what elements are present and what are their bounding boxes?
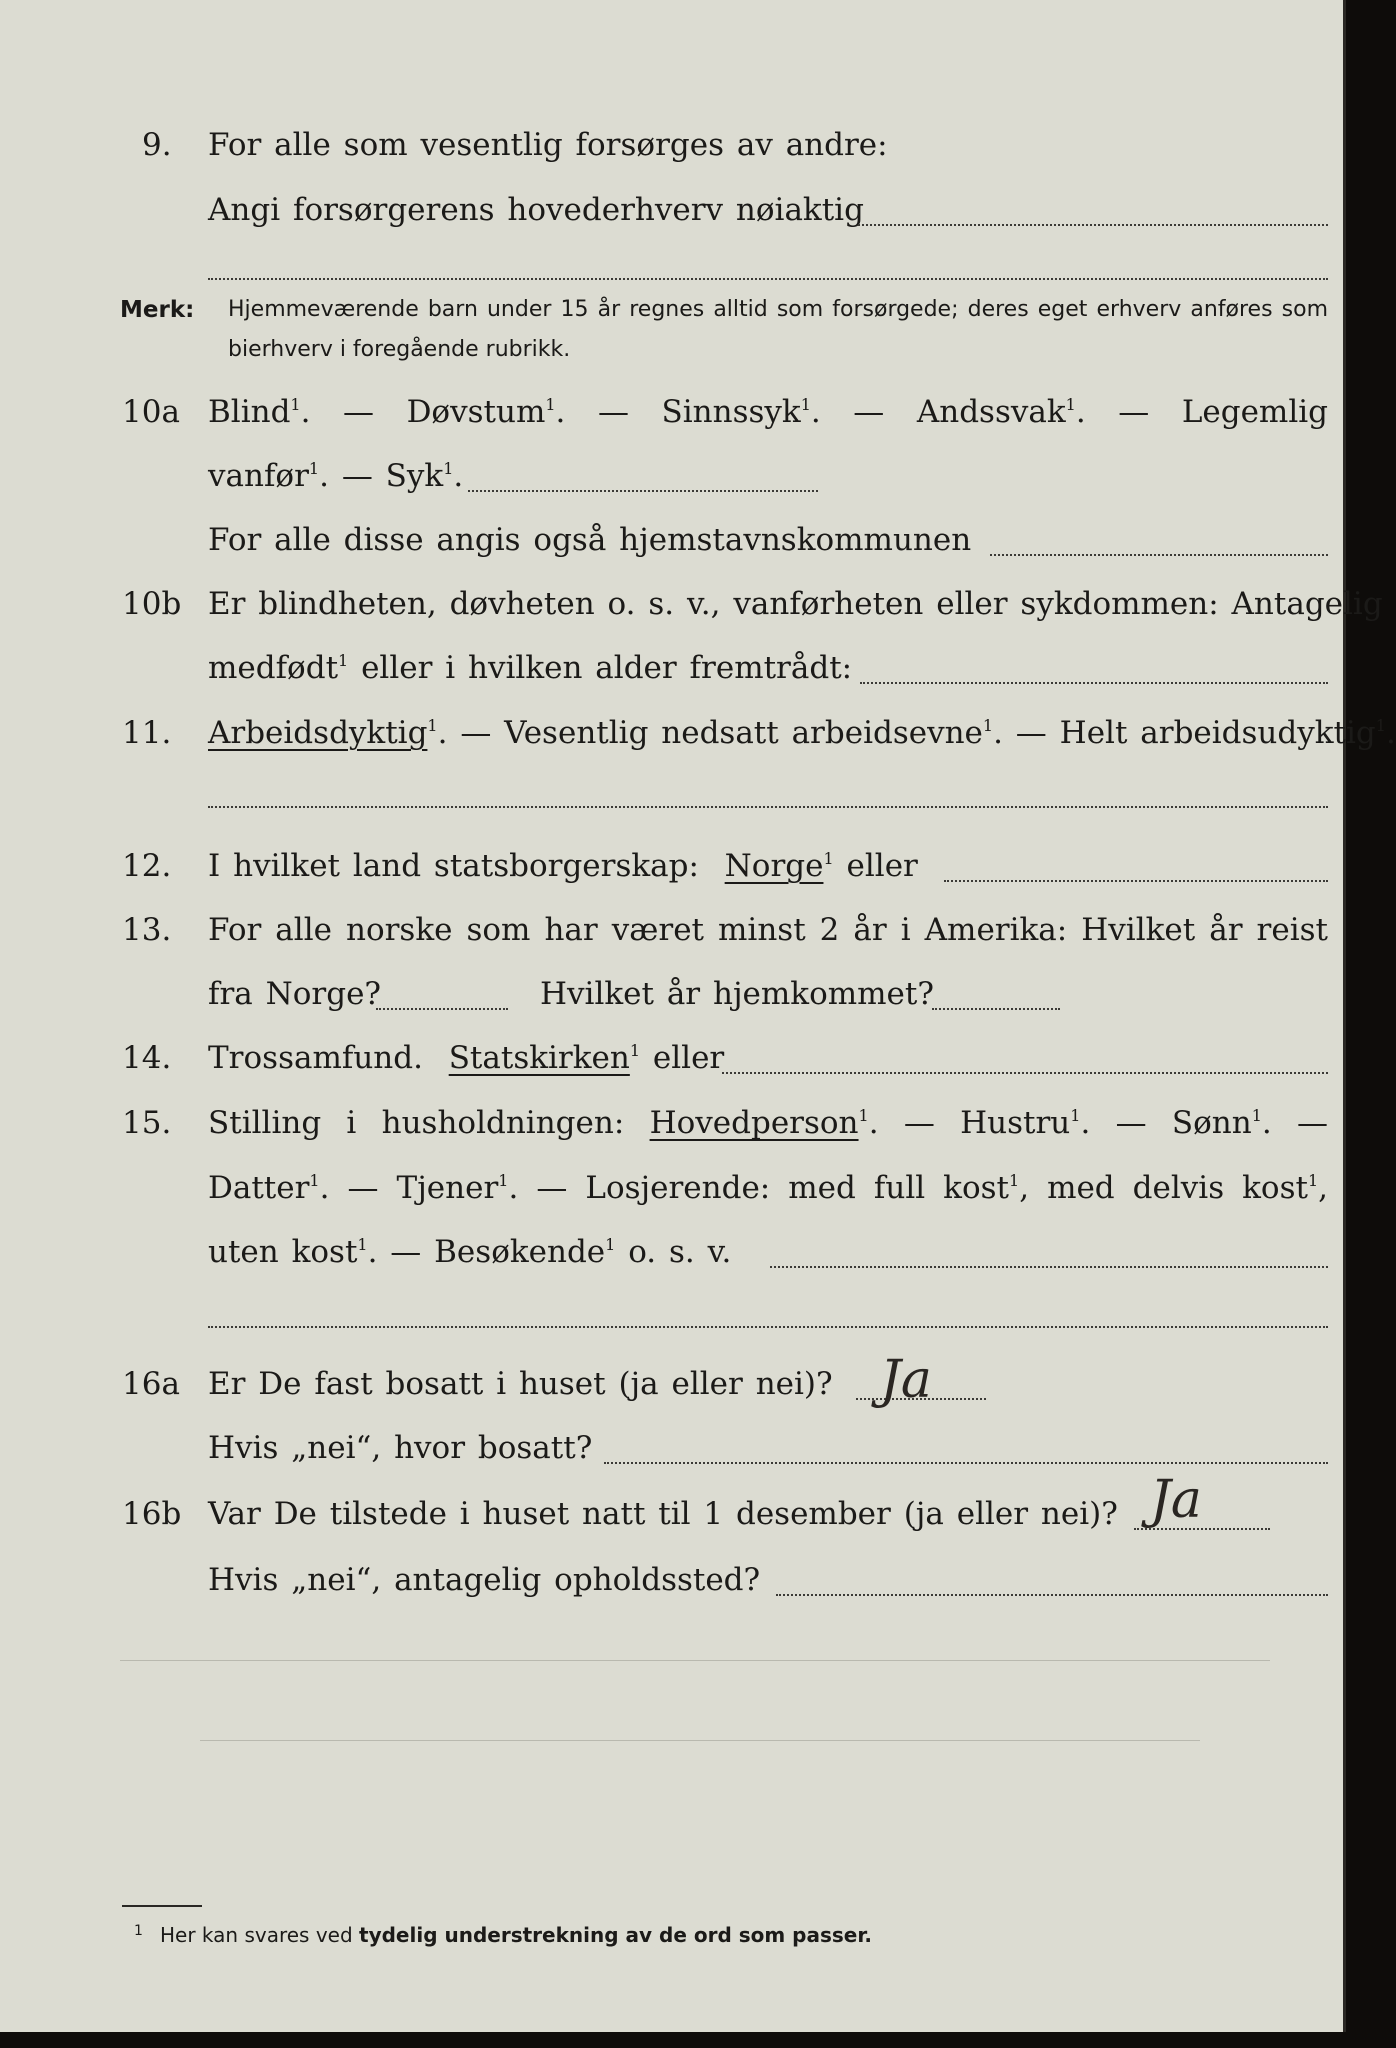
option-syk[interactable]: Syk [385,458,444,494]
option-dovstum[interactable]: Døvstum [406,394,546,430]
question-text: fra Norge? [208,976,382,1012]
question-text: Er De fast bosatt i huset (ja eller nei)? [208,1366,833,1402]
note-label: Merk: [120,297,195,323]
answer-dotted-line[interactable] [468,490,818,492]
answer-dotted-line[interactable] [858,224,1328,226]
question-text: For alle disse angis også hjemstavnskommunen [208,522,972,558]
question-15-line3 [0,1222,1343,1282]
footnote [134,1920,872,1950]
question-number: 12. [122,848,172,884]
question-10a-line2 [0,446,1343,506]
question-number: 16a [122,1366,180,1402]
question-number: 16b [122,1496,182,1532]
footnote-text: Her kan svares ved [160,1923,360,1947]
question-text: Var De tilstede i huset natt til 1 desember (ja eller nei)? [208,1496,1118,1532]
question-number: 14. [122,1040,172,1076]
answer-dotted-line[interactable] [208,806,1328,808]
handwritten-answer: Ja [880,1350,932,1410]
footnote-text-bold: tydelig understrekning av de ord som passer. [359,1923,872,1947]
answer-dotted-line[interactable] [208,278,1328,280]
question-text: Arbeidsdyktig$^1$. — Vesentlig nedsatt arbeidsevne$^1$. — Helt arbeidsudyktig$^1$. [208,715,1396,751]
question-10b-line2 [0,638,1343,698]
option-legemlig[interactable]: Legemlig [1181,394,1329,430]
footnote-rule [122,1905,202,1907]
answer-dotted-line[interactable] [860,682,1328,684]
option-andssvak[interactable]: Andssvak [916,394,1066,430]
question-number: 11. [122,715,172,751]
answer-dotted-line[interactable] [770,1266,1328,1268]
question-16a-line1 [0,1354,1343,1414]
question-number: 9. [142,127,172,163]
option-blind[interactable]: Blind [208,394,291,430]
question-text: Hvis „nei“, hvor bosatt? [208,1430,593,1466]
question-text: medfødt$^1$ eller i hvilken alder fremtrådt: [208,650,853,686]
question-9-line1 [0,115,1343,175]
question-number: 13. [122,912,172,948]
question-text: Hvilket år hjemkommet? [540,976,934,1012]
question-14 [0,1028,1343,1088]
question-text: Er blindheten, døvheten o. s. v., vanførheten eller sykdommen: Antagelig [208,586,1383,622]
question-text: Stilling i husholdningen: Hovedperson$^1$. — Hustru$^1$. — Sønn$^1$. — [208,1105,1328,1141]
question-text: vanfør$^1$. — Syk$^1$. [208,458,464,494]
question-number: 10b [122,586,182,622]
answer-dotted-line[interactable] [944,880,1328,882]
question-9-line2 [0,180,1343,240]
handwritten-answer: Ja [1150,1470,1202,1530]
option-sinnssyk[interactable]: Sinnssyk [661,394,801,430]
question-text: Trossamfund. Statskirken$^1$ eller [208,1040,725,1076]
question-text: For alle som vesentlig forsørges av andre: [208,127,888,163]
question-10a-line3 [0,510,1343,570]
answer-dotted-line[interactable] [722,1072,1328,1074]
question-10b-line1 [0,574,1383,634]
answer-dotted-line[interactable] [376,1008,508,1010]
answer-dotted-line[interactable] [208,1326,1328,1328]
answer-dotted-line[interactable] [776,1594,1328,1596]
question-text: I hvilket land statsborgerskap: Norge$^1$ eller [208,848,918,884]
question-text: Blind$^1$. — Døvstum$^1$. — Sinnssyk$^1$. — Andssvak$^1$. — Legemlig [208,394,1329,430]
question-text: Angi forsørgerens hovederhverv nøiaktig [208,192,864,228]
question-text: Datter$^1$. — Tjener$^1$. — Losjerende: med full kost$^1$, med delvis kost$^1$, [208,1170,1329,1206]
question-13-line2 [0,964,1343,1024]
bleed-through-mark [120,1660,1270,1661]
question-15-line2 [0,1158,1343,1218]
question-11-line1 [0,703,1396,763]
option-arbeidsdyktig-selected[interactable]: Arbeidsdyktig [208,715,428,751]
option-statskirken-selected[interactable]: Statskirken [448,1040,630,1076]
question-10a-line1 [0,382,1343,442]
question-13-line1 [0,900,1343,960]
footnote-mark: 1 [134,1923,143,1939]
answer-dotted-line[interactable] [990,554,1328,556]
question-number: 15. [122,1105,172,1141]
bleed-through-mark [200,1740,1200,1741]
option-medfodt[interactable]: medfødt [208,650,339,686]
option-norge-selected[interactable]: Norge [724,848,824,884]
question-15-line1 [0,1093,1343,1153]
question-text: For alle norske som har været minst 2 år i Amerika: Hvilket år reist [208,912,1328,948]
question-12 [0,836,1343,896]
option-hovedperson-selected[interactable]: Hovedperson [649,1105,859,1141]
answer-dotted-line[interactable] [604,1462,1328,1464]
question-text: uten kost$^1$. — Besøkende$^1$ o. s. v. [208,1234,732,1270]
question-16b-line1 [0,1484,1343,1544]
question-16a-line2 [0,1418,1343,1478]
question-16b-line2 [0,1550,1343,1610]
note-text: Hjemmeværende barn under 15 år regnes alltid som forsørgede; deres eget erhverv anføres som bierhverv i foregående rubrikk. [228,297,1328,362]
question-number: 10a [122,394,180,430]
option-vanfor[interactable]: vanfør [208,458,309,494]
answer-dotted-line[interactable] [932,1008,1060,1010]
question-text: Hvis „nei“, antagelig opholdssted? [208,1562,761,1598]
